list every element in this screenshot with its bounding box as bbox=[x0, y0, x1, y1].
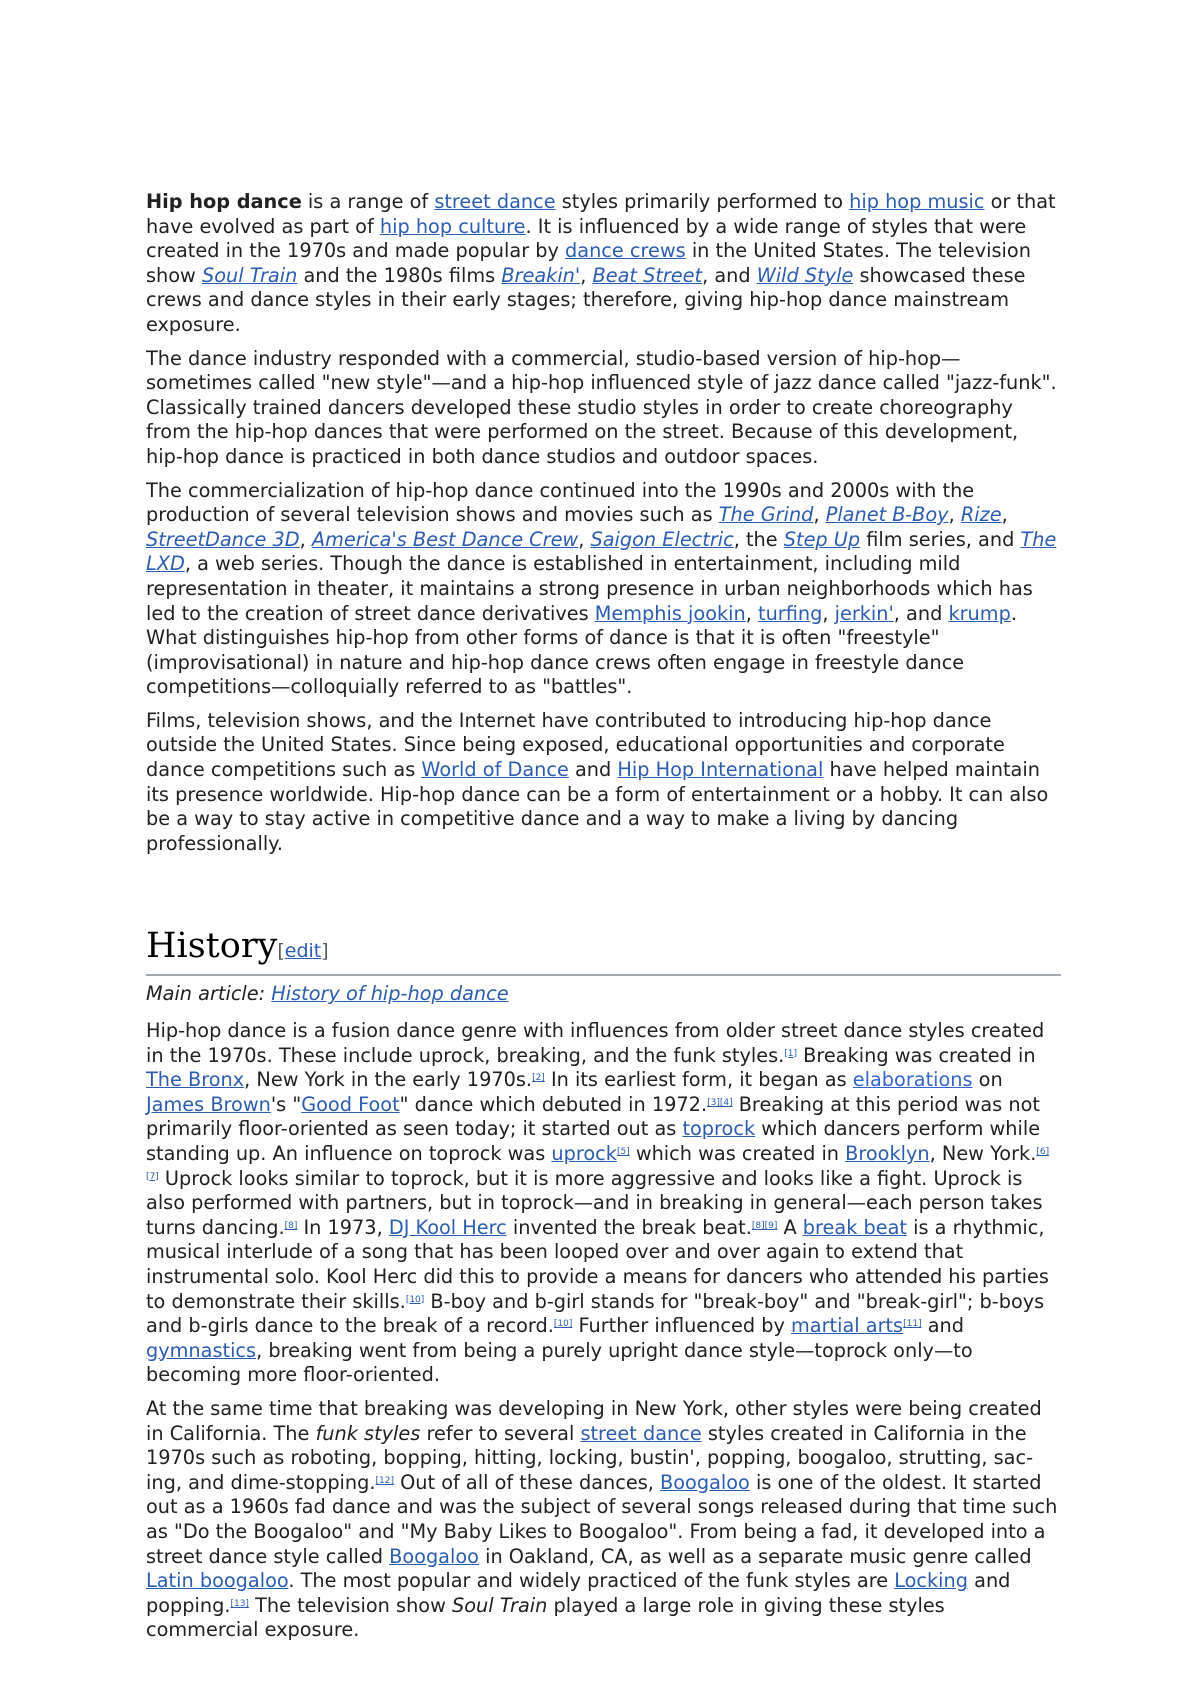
text: . What distinguishes hip-hop from other forms of dance is that it is often "freestyle" (improvisational) in nature and hip-hop dance crews often engage in freestyle dance competitions—colloquially referred to as "battles". bbox=[146, 601, 1017, 699]
citation-link[interactable]: [1] bbox=[784, 1048, 798, 1059]
citation bbox=[707, 1098, 733, 1108]
text: in the United States. The television show bbox=[146, 239, 1031, 287]
section-gap bbox=[146, 865, 1061, 925]
link-brooklyn[interactable]: Brooklyn bbox=[845, 1142, 930, 1165]
italic-title: Soul Train bbox=[452, 1593, 548, 1617]
intro-paragraph-3 bbox=[146, 479, 1061, 700]
citation-link[interactable]: [5] bbox=[616, 1147, 630, 1157]
text: have helped maintain its presence worldwide. Hip-hop dance can be a form of entertainment or a hobby. It can also be a way to stay active in competitive dance and a way to make a living by dancing professionally. bbox=[146, 758, 1049, 855]
link-james-brown[interactable]: James Brown bbox=[146, 1092, 271, 1116]
link-hip-hop-international[interactable]: Hip Hop International bbox=[617, 758, 824, 782]
text: which was created in bbox=[629, 1142, 846, 1165]
citation-link[interactable]: [2] bbox=[532, 1073, 545, 1084]
link-street-dance[interactable]: street dance bbox=[580, 1421, 702, 1445]
intro-paragraph-4 bbox=[146, 709, 1061, 857]
text: showcased these crews and dance styles in their early stages; therefore, giving hip-hop dance mainstream exposure. bbox=[146, 263, 1026, 336]
citation-link[interactable]: [3][4] bbox=[707, 1097, 733, 1108]
link-soul-train[interactable]: Soul Train bbox=[201, 263, 298, 287]
link-step-up[interactable]: Step Up bbox=[783, 527, 861, 551]
link-breakin[interactable]: Breakin' bbox=[501, 263, 581, 287]
link-streetdance-3d[interactable]: StreetDance 3D bbox=[146, 527, 300, 551]
text: is one of the oldest. It started out as a 1960s fad dance and was the subject of several songs released during that time such as "Do the Boogaloo" and "My Baby Likes to Boogaloo". From being a fad, it developed into a street dance style called bbox=[146, 1470, 1058, 1568]
history-paragraph-2 bbox=[146, 1397, 1061, 1643]
citation bbox=[784, 1049, 797, 1059]
link-turfing[interactable]: turfing bbox=[758, 601, 823, 625]
link-locking[interactable]: Locking bbox=[894, 1569, 968, 1593]
article-subject: Hip hop dance bbox=[146, 190, 302, 213]
citation bbox=[376, 1476, 394, 1486]
link-hip-hop-culture[interactable]: hip hop culture bbox=[379, 214, 526, 238]
citation bbox=[532, 1073, 545, 1083]
text: B-boy and b-girl stands for "break-boy" and "break-girl"; b-boys and b-girls dance to the break of a record. bbox=[146, 1289, 1045, 1338]
text: is a range of bbox=[301, 190, 435, 213]
text: . It is influenced by a wide range of styles that were created in the 1970s and made popular by bbox=[146, 214, 1027, 263]
citation bbox=[554, 1319, 572, 1329]
citation-link[interactable]: [11] bbox=[903, 1319, 922, 1330]
citation bbox=[903, 1319, 921, 1329]
text: and bbox=[568, 758, 618, 782]
text: Breaking at this period was not primarily floor-oriented as seen today; it started out as bbox=[146, 1092, 1040, 1141]
hatnote-prefix: Main article: bbox=[146, 982, 272, 1006]
text: Uprock looks similar to toprock, but it is more aggressive and looks like a fight. Uprock is also performed with partners, but in toprock—and in breaking in general—each person takes turns dancing. bbox=[146, 1166, 1043, 1239]
citation-link[interactable]: [8] bbox=[284, 1220, 298, 1231]
citation-link[interactable]: [12] bbox=[375, 1475, 394, 1486]
text: which dancers perform while standing up. An influence on toprock was bbox=[146, 1117, 1041, 1165]
text: , bbox=[813, 503, 826, 527]
text: A bbox=[777, 1215, 803, 1239]
citation bbox=[617, 1147, 630, 1157]
text: , bbox=[745, 601, 759, 625]
edit-link[interactable]: edit bbox=[284, 940, 322, 963]
text: film series, and bbox=[860, 527, 1021, 551]
bracket-open: [ bbox=[277, 940, 285, 963]
text: , breaking went from being a purely upright dance style—toprock only—to becoming more floor-oriented. bbox=[146, 1338, 973, 1387]
link-world-of-dance[interactable]: World of Dance bbox=[421, 758, 569, 782]
text: , bbox=[1001, 503, 1008, 527]
text: Hip-hop dance is a fusion dance genre with influences from older street dance styles created in the 1970s. These include uprock, breaking, and the funk styles. bbox=[146, 1019, 1045, 1067]
article-content bbox=[146, 190, 1061, 1652]
link-boogaloo[interactable]: Boogaloo bbox=[660, 1470, 750, 1494]
text: Films, television shows, and the Internet have contributed to introducing hip-hop dance outside the United States. Since being exposed, educational opportunities and corporate dance competitions such as bbox=[146, 708, 1005, 782]
citation-link[interactable]: [8][9] bbox=[751, 1220, 778, 1231]
citation-link[interactable]: [10] bbox=[553, 1319, 573, 1330]
link-saigon-electric[interactable]: Saigon Electric bbox=[590, 527, 734, 551]
text: , bbox=[822, 601, 835, 625]
link-hip-hop-music[interactable]: hip hop music bbox=[849, 190, 985, 213]
text: Out of all of these dances, bbox=[394, 1470, 661, 1494]
text: and popping. bbox=[146, 1569, 1011, 1617]
text: At the same time that breaking was developing in New York, other styles were being created in California. The bbox=[146, 1396, 1042, 1445]
text: " dance which debuted in 1972. bbox=[399, 1092, 708, 1116]
link-rize[interactable]: Rize bbox=[960, 503, 1002, 527]
text: In its earliest form, it began as bbox=[544, 1068, 853, 1092]
link-martial-arts[interactable]: martial arts bbox=[791, 1314, 904, 1338]
text: In 1973, bbox=[297, 1215, 389, 1239]
history-paragraph-1 bbox=[146, 1019, 1061, 1388]
text: , the bbox=[733, 527, 784, 551]
link-dance-crews[interactable]: dance crews bbox=[565, 239, 686, 263]
link-latin-boogaloo[interactable]: Latin boogaloo bbox=[146, 1569, 289, 1593]
citation bbox=[230, 1599, 248, 1609]
text: , bbox=[299, 527, 312, 551]
text: , New York. bbox=[929, 1142, 1037, 1165]
link-toprock[interactable]: toprock bbox=[682, 1117, 756, 1141]
link-boogaloo-style[interactable]: Boogaloo bbox=[389, 1544, 479, 1568]
text: The commercialization of hip-hop dance continued into the 1990s and 2000s with the production of several television shows and movies such as bbox=[146, 478, 975, 527]
link-good-foot[interactable]: Good Foot bbox=[301, 1092, 400, 1116]
intro-paragraph-2: The dance industry responded with a commercial, studio-based version of hip-hop—sometimes called "new style"—and a hip-hop influenced style of jazz dance called "jazz-funk". Classically trained dancers developed these studio styles in order to create choreography from the hip-hop dances that were performed on the street. Because of this development, hip-hop dance is practiced in both dance studios and outdoor spaces. bbox=[146, 346, 1057, 468]
intro-paragraph-1 bbox=[146, 190, 1061, 338]
link-history-of-hip-hop-dance[interactable]: History of hip-hop dance bbox=[271, 982, 509, 1006]
text: , bbox=[578, 527, 591, 551]
link-the-grind[interactable]: The Grind bbox=[718, 503, 814, 527]
text: in Oakland, CA, as well as a separate music genre called bbox=[478, 1544, 1032, 1568]
link-the-bronx[interactable]: The Bronx bbox=[146, 1068, 245, 1092]
link-break-beat[interactable]: break beat bbox=[802, 1215, 907, 1239]
text: The television show bbox=[248, 1593, 452, 1617]
link-gymnastics[interactable]: gymnastics bbox=[146, 1338, 257, 1362]
text: or that have evolved as part of bbox=[146, 190, 1056, 238]
text: played a large role in giving these styles commercial exposure. bbox=[146, 1593, 945, 1642]
section-heading-history bbox=[146, 925, 1061, 976]
text: 's " bbox=[270, 1092, 302, 1116]
text: , a web series. Though the dance is established in entertainment, including mild representation in theater, it maintains a strong presence in urban neighborhoods which has led to the creation of street dance derivatives bbox=[146, 552, 1033, 625]
text: invented the break beat. bbox=[506, 1215, 752, 1239]
text: , and bbox=[893, 601, 949, 625]
edit-section bbox=[277, 940, 328, 962]
citation-link[interactable]: [10] bbox=[405, 1294, 425, 1305]
text: , bbox=[948, 503, 961, 527]
text: is a rhythmic, musical interlude of a song that has been looped over and over again to extend that instrumental solo. Kool Herc did this to provide a means for dancers who attended his parties to demonstrate their skills. bbox=[146, 1215, 1049, 1313]
link-dj-kool-herc[interactable]: DJ Kool Herc bbox=[388, 1215, 507, 1239]
text: styles created in California in the 1970s such as roboting, bopping, hitting, locking, bustin', popping, boogaloo, strutting, sac-ing, and dime-stopping. bbox=[146, 1421, 1034, 1494]
text: and the 1980s films bbox=[297, 263, 502, 287]
citation bbox=[752, 1221, 778, 1231]
text: , New York in the early 1970s. bbox=[244, 1068, 533, 1092]
link-krump[interactable]: krump bbox=[948, 601, 1011, 625]
link-jerkin[interactable]: jerkin' bbox=[834, 601, 894, 625]
link-americas-best-dance-crew[interactable]: America's Best Dance Crew bbox=[311, 527, 579, 551]
text: Further influenced by bbox=[572, 1314, 792, 1338]
link-planet-b-boy[interactable]: Planet B-Boy bbox=[825, 503, 949, 527]
text: styles primarily performed to bbox=[555, 190, 850, 213]
bracket-close: ] bbox=[321, 940, 329, 963]
link-street-dance[interactable]: street dance bbox=[434, 190, 556, 213]
italic-term: funk styles bbox=[315, 1421, 421, 1445]
citation bbox=[285, 1221, 298, 1231]
text: on bbox=[972, 1068, 1003, 1092]
text: refer to several bbox=[420, 1421, 581, 1445]
heading-text: History bbox=[146, 926, 278, 967]
link-uprock[interactable]: uprock bbox=[551, 1142, 617, 1165]
main-article-hatnote bbox=[146, 982, 1061, 1007]
text: Breaking was created in bbox=[797, 1043, 1036, 1067]
text: and bbox=[921, 1314, 964, 1338]
link-memphis-jookin[interactable]: Memphis jookin bbox=[594, 601, 746, 625]
text: , and bbox=[702, 263, 757, 287]
text: , bbox=[580, 263, 593, 287]
link-elaborations[interactable]: elaborations bbox=[852, 1068, 973, 1092]
citation-link[interactable]: [13] bbox=[230, 1598, 249, 1609]
text: . The most popular and widely practiced of the funk styles are bbox=[288, 1569, 895, 1593]
citation-link[interactable]: [6][7] bbox=[146, 1147, 1050, 1182]
link-wild-style[interactable]: Wild Style bbox=[756, 263, 854, 287]
citation bbox=[406, 1295, 424, 1305]
link-beat-street[interactable]: Beat Street bbox=[592, 263, 703, 287]
link-the-lxd[interactable]: The LXD bbox=[146, 527, 1057, 576]
